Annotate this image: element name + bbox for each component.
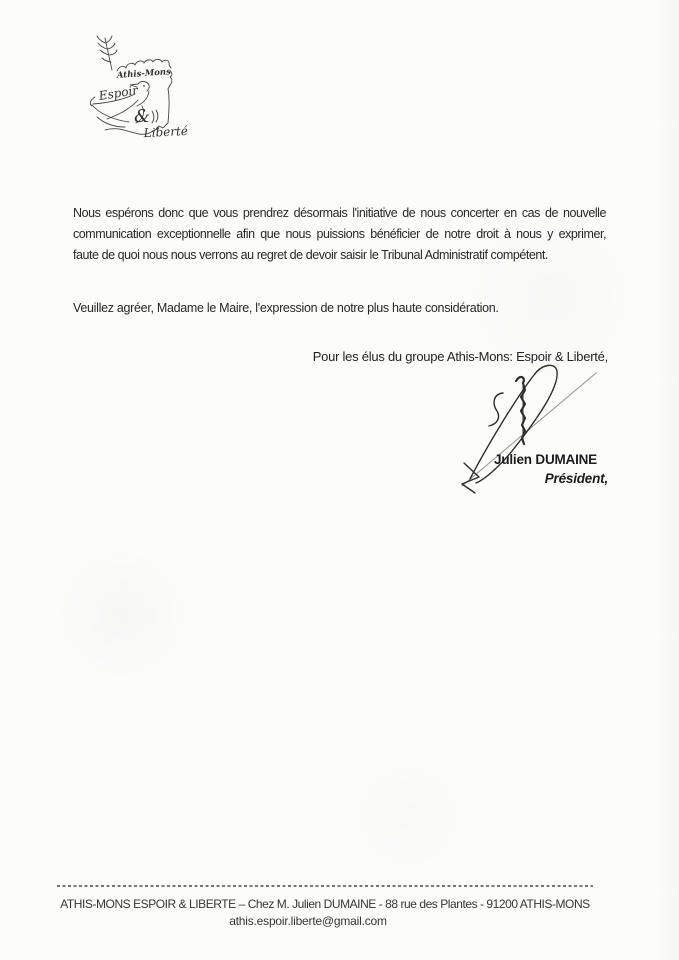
- footer-address: ATHIS-MONS ESPOIR & LIBERTE – Chez M. Julien DUMAINE - 88 rue des Plantes - 91200 ATHIS-MONS: [60, 897, 590, 911]
- footer-divider: [57, 885, 593, 887]
- paragraph-line: communication exceptionnelle afin que nous puissions bénéficier de notre droit à nous y exprimer,: [73, 227, 606, 241]
- logo-region-label: Athis-Mons: [116, 67, 172, 81]
- logo-liberty-label: Liberté: [143, 123, 189, 141]
- paragraph-line: faute de quoi nous nous verrons au regret de devoir saisir le Tribunal Administratif compétent.: [73, 248, 548, 262]
- signer-title: Président,: [544, 471, 608, 486]
- logo-hope-label: Espoir: [97, 83, 139, 104]
- signoff-intro: Pour les élus du groupe Athis-Mons: Espoir & Liberté,: [312, 349, 608, 364]
- logo-ampersand: &: [133, 106, 151, 127]
- body-paragraph: [73, 203, 606, 266]
- footer: [57, 885, 593, 928]
- paragraph-line: Nous espérons donc que vous prendrez désormais l'initiative de nous concerter en cas de nouvelle: [73, 206, 606, 220]
- closing-line: Veuillez agréer, Madame le Maire, l'expression de notre plus haute considération.: [73, 301, 499, 315]
- dove-olive-branch-logo-icon: [85, 35, 200, 150]
- signer-name: Julien DUMAINE: [494, 452, 597, 467]
- footer-email: athis.espoir.liberte@gmail.com: [229, 914, 387, 928]
